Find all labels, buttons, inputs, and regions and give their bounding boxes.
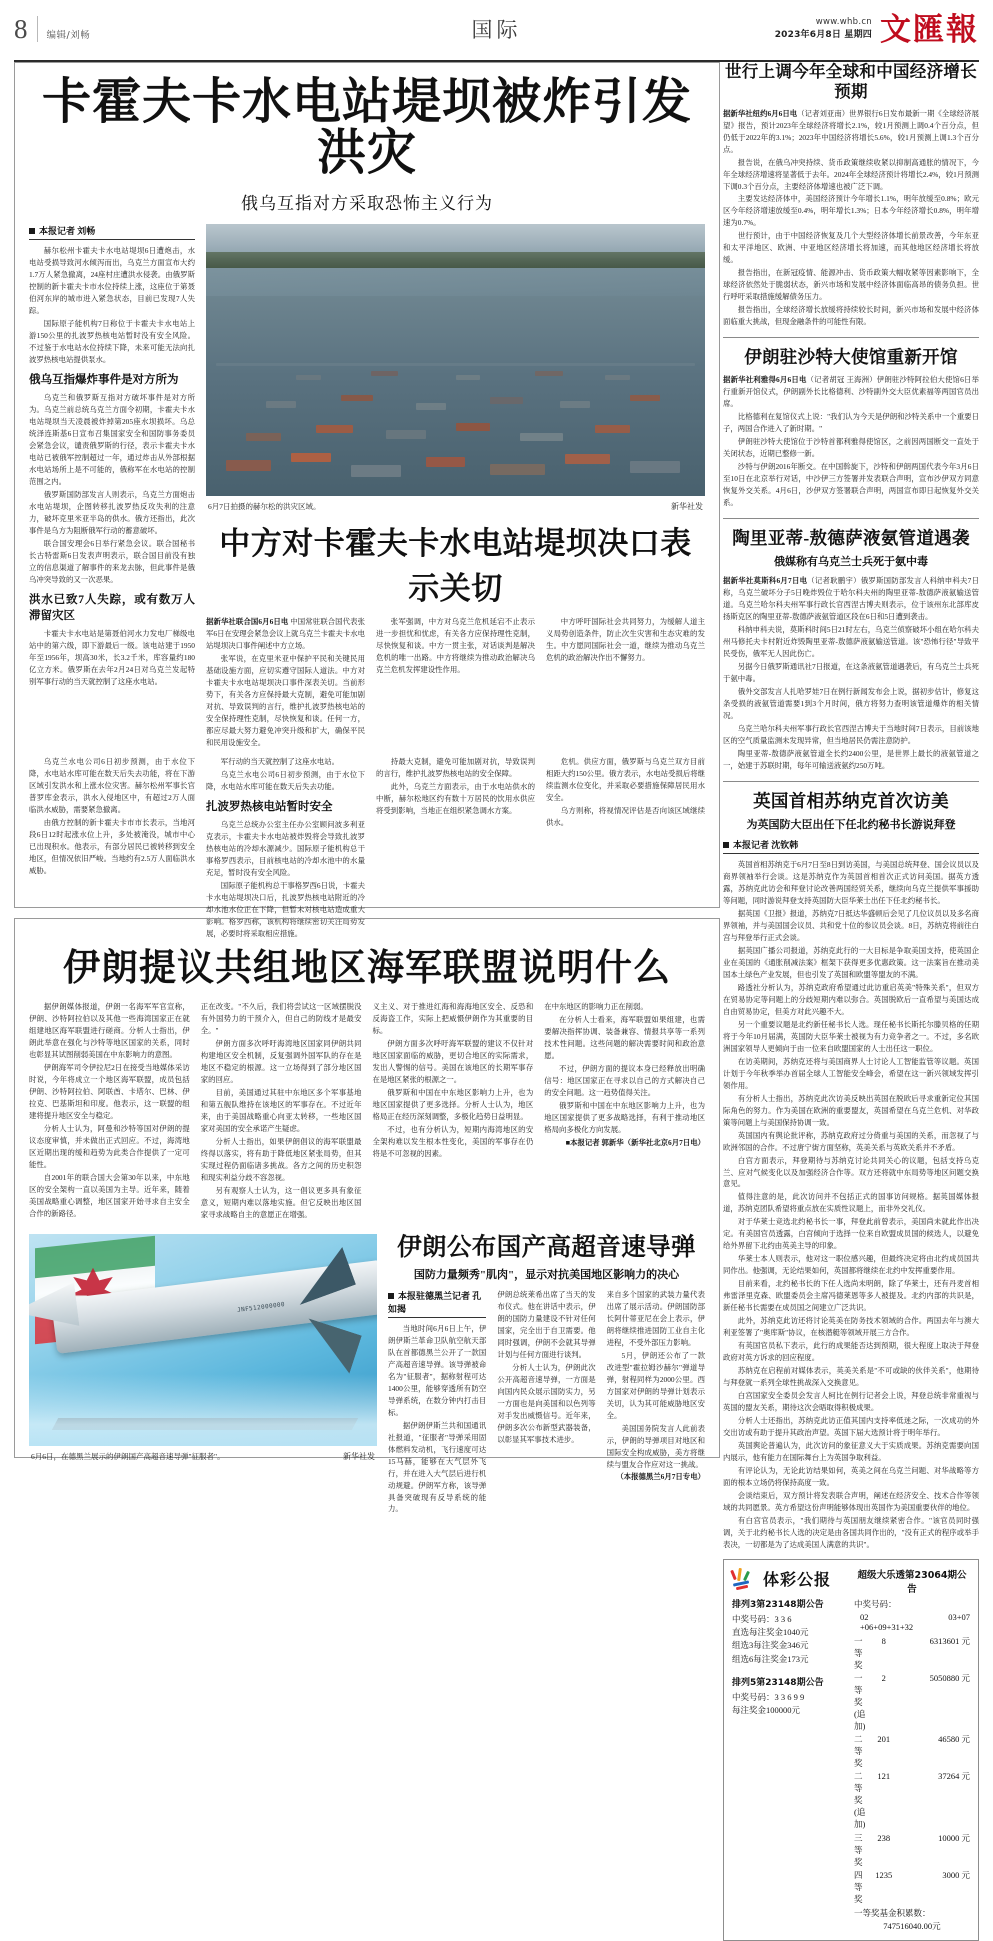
sidebar-headline-4: 英国首相苏纳克首次访美 bbox=[753, 790, 949, 811]
daletou-front-numbers: 02 +06+09+31+32 bbox=[860, 1612, 914, 1633]
publication-date: 2023年6月8日 星期四 bbox=[774, 29, 872, 40]
prize-level: 一等奖 bbox=[854, 1635, 863, 1670]
paragraph: 中方呼吁国际社会共同努力，为缓解人道主义局势创造条件，防止次生灾害和生态灾难的发生。中方愿同国际社会一道，继续为推动乌克兰危机的政治解决作出不懈努力。 bbox=[546, 616, 705, 662]
paragraph: 据新华社利雅得6月6日电（记者胡冠 王海洲）伊朗驻沙特阿拉伯大使馆6日举行重新开馆仪式，伊朗副外长比格德利、沙特副外交大臣优素福等两国官员出席。 bbox=[723, 375, 979, 409]
missile-caption-row bbox=[31, 1451, 375, 1462]
sidebar-article-pipeline bbox=[723, 528, 979, 772]
paragraph: 张军说，在克里米亚中保护平民和关键民用基础设施方面，应切实遵守国际人道法。中方对卡霍夫卡水电站堤坝决口事件深表关切。当前形势下，有关各方应保持最大克制，避免可能加剧对抗、导致误判的言行，维护扎波罗热核电站的安全保持理性克制，尽快恢复和谈。任何一方，都应尽最大努力避免冲突升级和扩大，确保平民和民用设施安全。 bbox=[206, 653, 365, 747]
missile-byline: 本报驻德黑兰记者 孔如揭 bbox=[388, 1289, 486, 1318]
pailie5-title: 排列5第23148期公告 bbox=[732, 1677, 824, 1688]
paragraph: 伊朗方面多次呼吁海湾地区国家同伊朗共同构建地区安全机制，反复强调外国军队的存在是地区不稳定的根源。这一立场得到了部分地区国家的回应。 bbox=[200, 1038, 362, 1084]
paragraph: 另一个重要议题是北约新任秘书长人选。现任秘书长斯托尔滕贝格的任期将于今年10月届满，英国防大臣华莱士被视为有力竞争者之一。不过，多名欧洲国家领导人更倾向于由一位来自欧盟国家的人士出任这一职位。 bbox=[723, 1019, 979, 1053]
paragraph: 伊朗总统莱希出席了当天的发布仪式。他在讲话中表示，伊朗的国防力量建设不针对任何国家，完全出于自卫需要。他同时强调，伊朗不会就其导弹计划与任何方面进行谈判。 bbox=[497, 1289, 596, 1359]
top-sub1-text bbox=[29, 392, 195, 586]
daletou-numbers bbox=[860, 1612, 970, 1632]
sidebar-article-worldbank bbox=[723, 62, 979, 328]
bottom-grid bbox=[29, 1001, 705, 1222]
top-sub-headline-3: 扎波罗热核电站暂时安全 bbox=[206, 800, 333, 813]
paragraph: 另据今日俄罗斯通讯社7日报道，在这条液氨管道遇袭后，有乌克兰士兵死于氨中毒。 bbox=[723, 662, 979, 684]
paragraph: 持最大克制，避免可能加剧对抗，导致误判的言行，维护扎波罗热核电站的安全保障。 bbox=[376, 756, 535, 778]
prize-level: 二等奖(追加) bbox=[854, 1771, 866, 1830]
paragraph: 据新华社纽约6月6日电（记者刘亚南）世界银行6日发布最新一期《全球经济展望》报告，预计2023年全球经济将增长2.1%，较1月预测上调0.4个百分点，但仍低于2022年的3.1%；2023年中国经济将增长5.6%，较1月预测上调1.3个百分点。 bbox=[723, 108, 979, 154]
missile-headline: 伊朗公布国产高超音速导弹 bbox=[397, 1231, 696, 1261]
sidebar-article-iran-embassy bbox=[723, 347, 979, 509]
website-url[interactable]: www.whb.cn bbox=[815, 17, 872, 28]
top-byline: 本报记者 刘畅 bbox=[29, 224, 195, 240]
second-headline: 中方对卡霍夫卡水电站堤坝决口表示关切 bbox=[219, 525, 692, 606]
pailie3-line: 组选6每注奖金173元 bbox=[732, 1653, 809, 1664]
paragraph: 不过，也有分析认为，短期内海湾地区的安全架构难以发生根本性变化，美国的军事存在仍将是不可忽视的因素。 bbox=[372, 1124, 534, 1158]
lottery-left bbox=[732, 1567, 844, 1932]
paragraph: 此外，乌克兰方面表示，由于水电站供水的中断，赫尔松地区约有数十万居民的饮用水供应将受到影响，当地正在组织紧急调水方案。 bbox=[376, 781, 535, 815]
page-number: 8 bbox=[14, 13, 28, 44]
sidebar-column bbox=[723, 62, 979, 1941]
bottom-col-3 bbox=[373, 1001, 534, 1222]
prize-amount: 3000 元 bbox=[942, 1869, 970, 1880]
paragraph: 国际原子能机构7日称位于卡霍夫卡水电站上游150公里的扎波罗热核电站暂时没有安全风险。不过鉴于水电站水位持续下降，未来可能无法向扎波罗热核电站提供泵水。 bbox=[29, 318, 195, 364]
paragraph: 俄罗斯和中国在中东地区影响力上升，也为地区国家提供了更多选择。分析人士认为，地区格局正在经历深刻调整，多极化趋势日益明显。 bbox=[372, 1087, 534, 1121]
missile-fin-bottom bbox=[296, 1318, 362, 1373]
prize-count: 2 bbox=[881, 1672, 886, 1683]
bottom-col-1 bbox=[29, 1001, 190, 1222]
paragraph: 义主义、对于推进红海和海海地区安全、反恐和反海盗工作，实际上把威慑伊朗作为其重要的目标。 bbox=[372, 1002, 534, 1035]
pailie5-line: 中奖号码：3 3 6 9 9 bbox=[732, 1691, 805, 1702]
daletou-accumulation bbox=[854, 1907, 970, 1932]
paragraph: 联合国安理会6日举行紧急会议。联合国秘书长古特雷斯6日发表声明表示，联合国目前没有独立的信息渠道了解事件的来龙去脉，但此事件是俄乌冲突导致的又一次恶果。 bbox=[29, 539, 195, 585]
flood-photo bbox=[206, 224, 705, 496]
sidebar-article-sunak bbox=[723, 791, 979, 1551]
paragraph: 报告说，在俄乌冲突持续、货币政策继续收紧以抑制高通胀的情况下，今年全球经济增速将显著低于去年。2024年全球经济预计将增长2.4%，较1月预测下调0.3个百分点，主要经济体增速也被广泛下调。 bbox=[723, 157, 979, 191]
paragraph: 由俄方控制的新卡霍夫卡市市长表示，当地河段6日12时起涨水位上升，多处被淹没，城市中心已出现积水。他表示，有部分居民已被转移到安全地区，但情况依旧严峻。当地约有2.5万人面临洪水威胁。 bbox=[29, 817, 195, 875]
paragraph: 正在改变。"不久后，我们将尝试这一区域摆脱没有外国势力的干预介入，但自己的防线才是最安全。" bbox=[200, 1002, 362, 1035]
paragraph: 俄罗斯国防部发言人则表示，乌克兰方面炮击水电站堤坝，企图转移扎波罗热反攻失利的注意力，破坏克里米亚半岛的供水。俄方还指出，此次事件是乌方为阻断俄军行动的蓄意破坏。 bbox=[29, 490, 195, 536]
missile-credit-line: （本报德黑兰6月7日专电） bbox=[616, 1472, 705, 1482]
lottery-brand bbox=[732, 1567, 844, 1590]
daletou-prize-table bbox=[854, 1634, 970, 1905]
newspaper-logo: 文匯報 bbox=[880, 11, 979, 47]
sports-lottery-icon bbox=[732, 1568, 758, 1590]
accum-label: 一等奖基金积累数： bbox=[854, 1908, 931, 1919]
paragraph: 乌克兰水电公司6日初步预测，由于水位下降，水电站水库可能在数天后失去功能，将在下游区域引发洪水和上涨水位灾害。赫尔松州军事长官普罗库金表示，洪水入侵地区中，有超过2万人面临洪水威胁，需要紧急撤离。 bbox=[29, 756, 195, 814]
paragraph: 值得注意的是，此次访问并不包括正式的国事访问规格。据英国媒体报道，苏纳克团队希望将重点放在实质性议题上，而非外交礼仪。 bbox=[723, 1192, 979, 1214]
daletou-numbers-label: 中奖号码： bbox=[854, 1599, 897, 1610]
paragraph: 白宫方面表示，拜登期待与苏纳克讨论共同关心的议题，包括支持乌克兰、应对气候变化以及加强经济合作等。双方还将就中东局势等地区问题交换意见。 bbox=[723, 1155, 979, 1189]
paragraph: 国际原子能机构总干事格罗西6日说，卡霍夫卡水电站堤坝决口后，扎波罗热核电站附近的冷却水池水位正在下降，但暂未对核电站造成重大影响。格罗西称，该机构将继续密切关注局势发展，必要时将采取相应措施。 bbox=[206, 881, 365, 939]
paragraph: 张军强调，中方对乌克兰危机延宕不止表示进一步担忧和忧虑，有关各方应保持理性克制，尽快恢复和谈。中方一贯主张，对话谈判是解决危机的唯一出路。中方将继续为推动政治解决乌克兰危机发挥建设性作用。 bbox=[376, 616, 535, 674]
top-left-column bbox=[29, 224, 195, 750]
page-title: 国际 bbox=[471, 18, 522, 42]
top-sub-headline-1: 俄乌互指爆炸事件是对方所为 bbox=[29, 373, 179, 386]
paragraph: 来自多个国家的武装力量代表出席了展示活动。伊朗国防部长阿什蒂亚尼在会上表示，伊朗将继续推进国防工业自主化进程，不受外部压力影响。 bbox=[606, 1289, 705, 1347]
sidebar-subheadline-4: 为英国防大臣出任下任北约秘书长游说拜登 bbox=[746, 818, 956, 831]
bottom-credit: ■本报记者 郭新华（新华社北京6月7日电） bbox=[565, 1137, 705, 1147]
missile-subheadline: 国防力量频秀"肌肉"，显示对抗美国地区影响力的决心 bbox=[413, 1268, 680, 1281]
paragraph: 乌克兰和俄罗斯互指对方破坏事件是对方所为。乌克兰前总统乌克兰方面令初期，卡霍夫卡水电站堤坝当天凌晨被炸掉第205座水坝损坏。乌总统泽连斯基6日宣布召集国家安全和国防事务委员会紧急会议，谴责俄罗斯的行径，表示卡霍夫卡水电站已被俄军控制超过一年，通过炸击从外部根据水电站场所上是不可能的，俄称军在水电站的控制范围之内。 bbox=[29, 393, 195, 487]
paragraph: 卡霍夫卡水电站是第聂伯河水力发电厂梯级电站中的第六级，即下游最后一级。该电站建于1950年至1956年，坝高30米，长3.2千米，库容量约180亿立方米。俄罗斯在去年2月24日对乌克兰发起特别军事行动的当天就控制了这座水电站。 bbox=[29, 629, 195, 686]
sidebar-headline-2: 伊朗驻沙特大使馆重新开馆 bbox=[744, 347, 958, 368]
daletou-back-numbers: 03+07 bbox=[948, 1612, 970, 1623]
pailie3-line: 直选每注奖金1040元 bbox=[732, 1627, 809, 1638]
paragraph: 乌克兰水电公司6日初步预测，由于水位下降，水电站水库可能在数天后失去功能。 bbox=[206, 769, 365, 791]
paragraph: 有白宫官员表示，"我们期待与英国朋友继续紧密合作。"该官员同时强调，关于北约秘书长人选的决定是由各国共同作出的，"没有正式的程序或举手表决，一切都是为了达成美国人满意的共识"。 bbox=[723, 1516, 979, 1550]
byline-square-icon bbox=[29, 228, 35, 234]
pailie3-title: 排列3第23148期公告 bbox=[732, 1600, 824, 1611]
sidebar-subheadline-3: 俄媒称有乌克兰士兵死于氨中毒 bbox=[774, 556, 928, 569]
paragraph: 路透社分析认为，苏纳克政府希望通过此访重启英美"特殊关系"，但双方在贸易协定等问题上的分歧短期内难以弥合。英国脱欧后一直希望与美国达成自由贸易协定，但美方对此兴趣不大。 bbox=[723, 982, 979, 1016]
top-headline: 卡霍夫卡水电站堤坝被炸引发洪灾 bbox=[41, 73, 692, 181]
byline-square-icon bbox=[723, 842, 729, 848]
paragraph: 在访美期间，苏纳克还将与美国商界人士讨论人工智能监管等议题。英国计划于今年秋季举办首届全球人工智能安全峰会，希望在这一新兴领域发挥引领作用。 bbox=[723, 1056, 979, 1090]
paragraph: 据英国《卫报》报道，苏纳克7日抵达华盛顿后会见了几位议员以及多名商界领袖，并与美国国会议员、共和党十位的参议员会谈。8日，苏纳克将前往白宫与拜登举行正式会谈。 bbox=[723, 908, 979, 942]
paragraph: 乌方则称，将视情况评估是否向该区域继续供水。 bbox=[546, 805, 705, 827]
paragraph: 沙特与伊朗2016年断交。在中国斡旋下，沙特和伊朗两国代表今年3月6日至10日在北京举行对话，中沙伊三方签署并发表联合声明，宣布沙伊双方同意恢复外交关系。4月6日，沙伊双方签署联合声明，两国宣布即日起恢复外交关系。 bbox=[723, 462, 979, 508]
table-row bbox=[854, 1770, 970, 1831]
photo-caption-text: 6月7日拍摄的赫尔松的洪灾区域。 bbox=[208, 501, 321, 511]
table-row bbox=[854, 1831, 970, 1868]
second-col-2 bbox=[376, 616, 535, 750]
paragraph: 英国舆论普遍认为，此次访问的象征意义大于实质成果。苏纳克需要向国内展示，他有能力在国际舞台上为英国争取利益。 bbox=[723, 1441, 979, 1463]
paragraph: 乌克兰总统办公室主任办公室顾问波多利亚克表示，卡霍夫卡水电站被炸毁将会导致扎波罗热核电站的冷却水源减少。国际原子能机构总干事格罗西表示，目前核电站的冷却水池中的水量充足，暂时没有安全风险。 bbox=[206, 820, 365, 878]
paragraph: 目前，美国通过其驻中东地区多个军事基地和第五舰队维持在该地区的军事存在。不过近年来，由于美国战略重心向亚太转移，一些地区国家对美国的安全承诺产生疑虑。 bbox=[200, 1087, 362, 1133]
paragraph: 分析人士指出，如果伊朗倡议的海军联盟最终得以落实，将有助于降低地区紧张局势，但其实现过程仍面临诸多挑战。各方之间的历史积怨和现实利益分歧不容忽视。 bbox=[200, 1136, 362, 1182]
missile-col-3 bbox=[607, 1289, 705, 1517]
paragraph: 报告指出，全球经济增长放缓将持续较长时间，新兴市场和发展中经济体面临重大挑战，但现金融条件的可能性有限。 bbox=[723, 305, 979, 327]
bottom-article-block bbox=[14, 918, 720, 1514]
paragraph: 分析人士认为，阿曼和沙特等国对伊朗的提议态度审慎，并未做出正式回应。不过，海湾地区近期出现的缓和趋势为此类合作提供了一定可能性。 bbox=[29, 1123, 190, 1169]
lower-col-2 bbox=[206, 756, 365, 941]
paragraph: 英国首相苏纳克于6月7日至8日到访美国，与美国总统拜登、国会议员以及商界领袖举行会谈。这是苏纳克作为英国首相首次正式访问美国。据英方透露，苏纳克此访会和拜登讨论改善两国经贸关系，继续向乌克兰提供军事援助等问题，同时游说拜登支持英国防大臣华莱士出任下任北约秘书长。 bbox=[723, 859, 979, 905]
photo-rooftops bbox=[206, 286, 705, 496]
paragraph: 在分析人士看来，海军联盟如果组建，也需要解决指挥协调、装备兼容、情报共享等一系列技术性问题。这些问题的解决需要时间和政治意愿。 bbox=[544, 1014, 705, 1060]
lower-col-3 bbox=[376, 756, 535, 941]
paragraph: 当地时间6月6日上午，伊朗伊斯兰革命卫队航空航天部队在首都德黑兰公开了一款国产高超音速导弹。该导弹被命名为"征服者"，据称射程可达1400公里，能够穿透所有防空导弹系统，在数分钟内打击目标。 bbox=[388, 1323, 487, 1417]
paragraph: 分析人士还指出，苏纳克此访正值其国内支持率低迷之际，一次成功的外交出访或有助于提升其政治声望。英国下届大选预计将于明年举行。 bbox=[723, 1416, 979, 1438]
editor-credit: 编辑/刘畅 bbox=[46, 29, 91, 41]
bottom-col-4 bbox=[544, 1001, 705, 1222]
photo-mist bbox=[29, 1374, 377, 1446]
second-article-columns bbox=[206, 616, 705, 750]
missile-credit: 新华社发 bbox=[343, 1451, 375, 1461]
prize-count: 201 bbox=[877, 1734, 891, 1745]
prize-level: 四等奖 bbox=[854, 1869, 863, 1904]
pailie5-line: 每注奖金100000元 bbox=[732, 1704, 801, 1715]
photo-caption-row bbox=[208, 501, 703, 512]
paragraph: 5月，伊朗还公布了一款改进型"霍拉姆沙赫尔"弹道导弹，射程同样为2000公里。西方国家对伊朗的导弹计划表示关切，认为其可能威胁地区安全。 bbox=[606, 1350, 705, 1420]
sidebar-headline-3: 陶里亚蒂-敖德萨液氨管道遇袭 bbox=[732, 528, 970, 549]
prize-count: 238 bbox=[877, 1832, 891, 1843]
table-row bbox=[854, 1868, 970, 1905]
prize-level: 二等奖 bbox=[854, 1734, 863, 1769]
paragraph: 乌克兰哈尔科夫州军事行政长官西涅古博夫于当地时间7日表示，目前该地区的空气质量监测未发现异常，但当地居民仍需注意防护。 bbox=[723, 723, 979, 745]
paragraph: 据英国广播公司报道，苏纳克此行的一大目标是争取美国支持，使英国企业在美国的《通胀削减法案》框架下获得更多优惠政策。这一法案旨在推动美国本土绿色产业发展，但也引发了英国和欧盟等盟友的不满。 bbox=[723, 945, 979, 979]
prize-amount: 46580 元 bbox=[938, 1734, 970, 1745]
paragraph: 苏纳克在启程前对媒体表示，英美关系是"不可或缺的伙伴关系"，他期待与拜登就一系列全球性挑战深入交换意见。 bbox=[723, 1366, 979, 1388]
paragraph: 据新华社联合国6月6日电 中国常驻联合国代表张军6日在安理会紧急会议上就乌克兰卡霍夫卡水电站堤坝决口事件阐述中方立场。 bbox=[206, 616, 365, 650]
prize-amount: 5050880 元 bbox=[929, 1672, 970, 1683]
table-row bbox=[854, 1671, 970, 1732]
paragraph: 有分析人士指出，苏纳克此次访美反映出英国在脱欧后寻求重新定位其国际角色的努力。作为美国在欧洲的重要盟友，英国希望在乌克兰危机、对华政策等问题上与美国保持协调一致。 bbox=[723, 1093, 979, 1127]
paragraph: 科纳申科夫说，莫斯科时间5日21时左右，乌克兰侦察破坏小组在哈尔科夫州马修托夫卡村附近炸毁陶里亚蒂-敖德萨液氨输送管道。该"恐怖行径"导致平民受伤，俄军无人因此伤亡。 bbox=[723, 625, 979, 659]
paragraph: 自2001年的联合国大会第30年以来，中东地区的安全架构一直以美国为主导。近年来，随着美国战略重心调整，地区国家开始寻求自主安全合作的新路径。 bbox=[29, 1172, 190, 1218]
paragraph: 华莱士本人则表示，他对这一职位感兴趣，但最终决定将由北约成员国共同作出。他强调，无论结果如何，英国都将继续在北约中发挥重要作用。 bbox=[723, 1254, 979, 1276]
prize-amount: 6313601 元 bbox=[929, 1635, 970, 1646]
paragraph: 主要发达经济体中，美国经济预计今年增长1.1%，明年放缓至0.8%；欧元区今年经济增速放缓至0.4%，明年增长1.3%；日本今年经济增长0.8%，明年增速为0.7%。 bbox=[723, 194, 979, 228]
daletou-title: 超级大乐透第23064期公告 bbox=[857, 1570, 967, 1596]
bottom-headline: 伊朗提议共组地区海军联盟说明什么 bbox=[63, 948, 671, 989]
sidebar-separator-1 bbox=[723, 337, 979, 338]
paragraph: 伊朗方面多次呼吁海军联盟的建议不仅针对地区国家面临的威胁，更切合地区的实际需求，发出人警惕的信号。美国在该地区的长期军事存在是地区紧张的根源之一。 bbox=[372, 1038, 534, 1084]
paragraph: 另有观察人士认为，这一倡议更多具有象征意义，短期内难以落地实施。但它反映出地区国家寻求战略自主的意愿正在增强。 bbox=[200, 1185, 362, 1219]
missile-photo bbox=[29, 1234, 377, 1446]
sidebar-separator-2 bbox=[723, 518, 979, 519]
paragraph: 报告指出，在新冠疫情、能源冲击、货币政策大幅收紧等因素影响下，全球经济依然处于脆弱状态，新兴市场和发展中经济体面临高昂的债务负担。世行呼吁采取措施缓解债务压力。 bbox=[723, 268, 979, 302]
top-sub2-text bbox=[29, 628, 195, 688]
missile-photo-area bbox=[29, 1226, 377, 1517]
table-row bbox=[854, 1733, 970, 1770]
paragraph: 俄外交部发言人扎哈罗娃7日在例行新闻发布会上说，据初步估计，修复这条受损的液氨管道需要1到3个月时间，俄方将努力查明该管道爆炸的相关情况。 bbox=[723, 687, 979, 720]
paragraph: 军行动的当天就控制了这座水电站。 bbox=[220, 756, 340, 766]
paragraph: 不过，伊朗方面的提议本身已经释放出明确信号：地区国家正在寻求以自己的方式解决自己的安全问题。这一趋势值得关注。 bbox=[544, 1063, 705, 1097]
paragraph: 世行预计，由于中国经济恢复及几个大型经济体增长前景改善，今年东亚和太平洋地区、欧洲、中亚地区经济增长将加速，而其他地区经济增长将放缓。 bbox=[723, 231, 979, 265]
sidebar-byline-4: 本报记者 沈钦韩 bbox=[723, 838, 979, 854]
table-row bbox=[854, 1634, 970, 1671]
photo-treeline bbox=[206, 252, 705, 268]
second-col-3 bbox=[546, 616, 705, 750]
missile-article-area bbox=[388, 1226, 705, 1517]
top-photo-area bbox=[206, 224, 705, 750]
paragraph: 据伊朗媒体报道，伊朗一名海军军官宣称，伊朗、沙特阿拉伯以及其他一些海湾国家正在就组建地区海军联盟进行磋商。分析人士指出，伊朗此举意在强化与沙特等地区国家的关系，同时也彰显其试图削弱美国在中东影响力的意图。 bbox=[29, 1002, 190, 1059]
byline-square-icon bbox=[388, 1293, 394, 1299]
paragraph: 白宫国家安全委员会发言人柯比在例行记者会上说，拜登总统非常重视与英国的盟友关系，期待这次会晤取得积极成果。 bbox=[723, 1391, 979, 1413]
paragraph: 比格德利在复馆仪式上说："我们认为今天是伊朗和沙特关系中一个重要日子，两国合作进入了新时期。" bbox=[723, 412, 979, 434]
paragraph: 对于华莱士竞选北约秘书长一事，拜登此前曾表示，美国尚未就此作出决定。有美国官员透露，白宫倾向于选择一位来自欧盟成员国的候选人，以避免给外界留下北约由英美主导的印象。 bbox=[723, 1217, 979, 1251]
bottom-lower-grid bbox=[29, 1226, 705, 1517]
accum-value: 747516040.00元 bbox=[883, 1921, 941, 1932]
prize-count: 121 bbox=[877, 1771, 891, 1782]
lottery-title: 体彩公报 bbox=[763, 1570, 832, 1590]
top-grid bbox=[29, 224, 705, 750]
sidebar-4-body bbox=[723, 859, 979, 1551]
top-subheadline: 俄乌互指对方采取恐怖主义行为 bbox=[241, 193, 493, 213]
paragraph: 俄罗斯和中国在中东地区影响力上升，也为地区国家提供了更多战略选择，有利于推动地区格局向多极化方向发展。 bbox=[544, 1100, 705, 1134]
paragraph: 此外，苏纳克此访还将讨论英美在防务技术领域的合作。两国去年与澳大利亚签署了"奥库斯"协议，在核潜艇等领域开展三方合作。 bbox=[723, 1316, 979, 1338]
paragraph: 据伊朗伊斯兰共和国通讯社报道，"征服者"导弹采用固体燃料发动机，飞行速度可达15马赫，能够在大气层外飞行，并在进入大气层后进行机动规避。伊朗军方称，该导弹具备突破现有反导系统的能力。 bbox=[388, 1420, 487, 1514]
paragraph: 在中东地区的影响力正在削弱。 bbox=[544, 1002, 648, 1011]
paragraph: 危机。供应方面，俄罗斯与乌克兰双方目前相距大约150公里。俄方表示，水电站受损后将继续监测水位变化，并采取必要措施保障居民用水安全。 bbox=[546, 756, 705, 802]
paragraph: 陶里亚蒂-敖德萨液氨管道全长约2400公里，是世界上最长的液氨管道之一，始建于苏联时期，每年可输送液氨约250万吨。 bbox=[723, 748, 979, 770]
lower-col-1 bbox=[29, 756, 195, 941]
paragraph: 伊朗驻沙特大使馆位于沙特首都利雅得使馆区，之前因两国断交一直处于关闭状态，近期已整修一新。 bbox=[723, 437, 979, 459]
top-lead-text bbox=[29, 245, 195, 366]
lottery-right bbox=[854, 1567, 970, 1932]
prize-amount: 37264 元 bbox=[938, 1771, 970, 1782]
paragraph: 有评论认为，无论此访结果如何，英美之间在乌克兰问题、对华战略等方面的根本立场仍将保持高度一致。 bbox=[723, 1466, 979, 1488]
missile-col-2 bbox=[497, 1289, 595, 1517]
paragraph: 有英国官员私下表示，此行的成果能否达到预期，很大程度上取决于拜登政府对英方诉求的回应程度。 bbox=[723, 1341, 979, 1363]
paragraph: 英国国内有舆论批评称，苏纳克政府过分倚重与美国的关系，而忽视了与欧洲邻国的合作。不过唐宁街方面坚称，英美关系与英欧关系并不矛盾。 bbox=[723, 1130, 979, 1152]
prize-amount: 10000 元 bbox=[938, 1832, 970, 1843]
pailie3-line: 中奖号码：3 3 6 bbox=[732, 1614, 792, 1625]
paragraph: 目前来看，北约秘书长的下任人选尚未明朗，除了华莱士，还有丹麦首相弗雷泽里克森、欧盟委员会主席冯德莱恩等多人被提及。北约内部的共识是，新任秘书长需要在成员国之间建立广泛共识。 bbox=[723, 1279, 979, 1313]
missile-article-columns bbox=[388, 1289, 705, 1517]
masthead bbox=[14, 0, 979, 58]
paragraph: 赫尔松州卡霍夫卡水电站堤坝6日遭炮击，水电站受损导致河水倾泻而出，乌克兰方面宣布大约1.7万人紧急撤离，24座村庄遭洪水侵袭。由俄罗斯控制的新卡霍夫卡市水位持续上涨，这座位于第聂伯河东岸的城市进入紧急状态，目前已发现7人失踪。 bbox=[29, 245, 195, 315]
paragraph: 伊朗海军司令伊拉尼2日在接受当地媒体采访时说，今年将成立一个地区海军联盟，成员包括伊朗、沙特阿拉伯、阿联酋、卡塔尔、巴林、伊拉克、巴基斯坦和印度。他表示，这一联盟的组建将提升地区安全与稳定。 bbox=[29, 1062, 190, 1120]
paragraph: 分析人士认为，伊朗此次公开高超音速导弹，一方面是向国内民众展示国防实力，另一方面也是向美国和以色列等对手发出威慑信号。近年来，伊朗多次公布新型武器装备，以彰显其军事技术进步。 bbox=[497, 1362, 596, 1444]
paragraph: 会谈结束后，双方预计将发表联合声明，阐述在经济安全、技术合作等领域的共同愿景。英方希望这份声明能够体现出英国作为美国重要伙伴的地位。 bbox=[723, 1491, 979, 1513]
prize-level: 一等奖(追加) bbox=[854, 1672, 866, 1731]
top-sub-headline-2: 洪水已致7人失踪，或有数万人滞留灾区 bbox=[29, 594, 195, 622]
prize-level: 三等奖 bbox=[854, 1832, 863, 1867]
lottery-box bbox=[723, 1559, 979, 1941]
lower-col-4 bbox=[546, 756, 705, 941]
pailie3-line: 组选3每注奖金346元 bbox=[732, 1640, 809, 1651]
sidebar-separator-3 bbox=[723, 781, 979, 782]
sidebar-headline-1: 世行上调今年全球和中国经济增长预期 bbox=[725, 62, 977, 101]
second-col-1 bbox=[206, 616, 365, 750]
paragraph: 据新华社莫斯科6月7日电（记者耿鹏宇）俄罗斯国防部发言人科纳申科夫7日称，乌克兰破坏分子5日晚炸毁位于哈尔科夫州的陶里亚蒂-敖德萨液氨输送管道。乌克兰哈尔科夫州军事行政长官西涅古博夫则表示，位于该州东北部库皮扬斯克区的陶里亚蒂-敖德萨液氨管道区段在6日和5日遭到袭击。 bbox=[723, 576, 979, 622]
paragraph: 美国国务院发言人此前表示，伊朗的导弹项目对地区和国际安全构成威胁，美方将继续与盟友合作应对这一挑战。 bbox=[606, 1423, 705, 1469]
missile-marking: JNF512000000 bbox=[236, 1300, 286, 1314]
top-lower-columns bbox=[29, 756, 705, 941]
photo-credit: 新华社发 bbox=[671, 501, 703, 511]
bottom-col-2 bbox=[201, 1001, 362, 1222]
missile-col-1 bbox=[388, 1289, 486, 1517]
top-article-block bbox=[14, 62, 720, 939]
missile-caption: 6月6日，在德黑兰展示的伊朗国产高超音速导弹"征服者"。 bbox=[31, 1451, 225, 1461]
prize-count: 1235 bbox=[875, 1869, 893, 1880]
prize-count: 8 bbox=[881, 1635, 886, 1646]
